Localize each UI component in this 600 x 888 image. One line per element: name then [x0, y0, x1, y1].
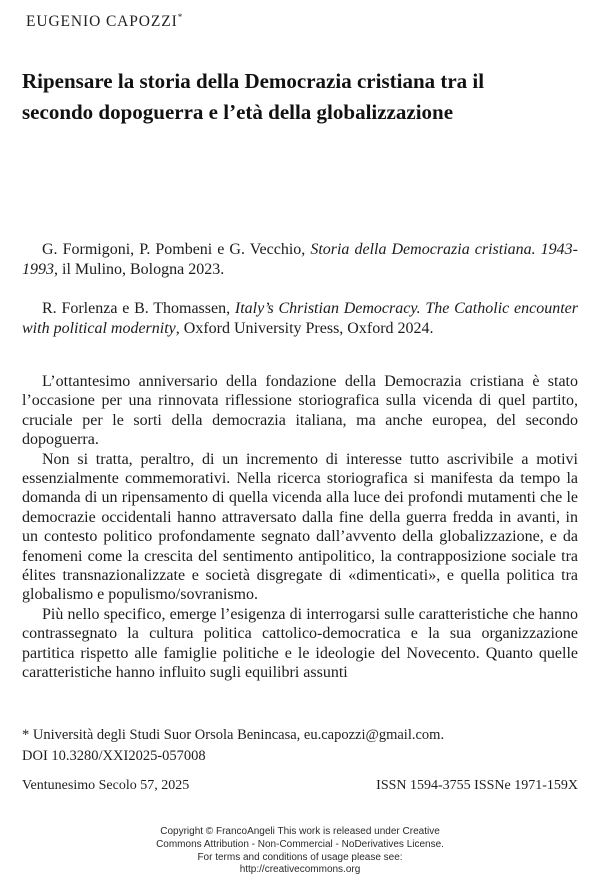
reference-item	[22, 299, 578, 339]
reference-authors: R. Forlenza e B. Thomassen,	[42, 300, 235, 317]
reference-title: Italy’s Christian Democracy. The Catholic encounter with political modernity	[22, 300, 578, 337]
reference-authors: G. Formigoni, P. Pombeni e G. Vecchio,	[42, 241, 311, 258]
author-name: EUGENIO CAPOZZI	[26, 13, 178, 31]
author-line	[26, 12, 182, 31]
reference-item	[22, 240, 578, 280]
reference-publisher: , Oxford University Press, Oxford 2024.	[175, 320, 434, 337]
copyright-line: Commons Attribution - Non-Commercial - NoDerivatives License.	[156, 838, 444, 850]
article-title	[22, 66, 578, 128]
issn-label: ISSN 1594-3755 ISSNe 1971-159X	[376, 778, 578, 793]
journal-issue-label: Ventunesimo Secolo 57, 2025	[22, 778, 190, 793]
article-title-line1: Ripensare la storia della Democrazia cristiana tra il	[22, 69, 485, 93]
footnote-doi: DOI 10.3280/XXI2025-057008	[22, 747, 206, 764]
copyright-terms-line: For terms and conditions of usage please see:	[197, 851, 403, 863]
reviewed-works	[22, 240, 578, 339]
article-body	[22, 372, 578, 683]
body-paragraph: L’ottantesimo anniversario della fondazione della Democrazia cristiana è stato l’occasione per una rinnovata riflessione storiografica sulla vicenda di quel partito, cruciale per le sorti della democrazia italiana, ma anche europea, del secondo dopoguerra.	[22, 373, 578, 449]
article-title-line2: secondo dopoguerra e l’età della globalizzazione	[22, 100, 454, 124]
copyright-url: http://creativecommons.org	[239, 864, 361, 876]
body-paragraph: Più nello specifico, emerge l’esigenza di interrogarsi sulle caratteristiche che hanno contrassegnato la cultura politica cattolico-democratica e la sua organizzazione partitica rispetto alle famiglie politiche e le ideologie del Novecento. Quanto quelle caratteristiche hanno influito sugli equilibri assunti	[22, 605, 578, 682]
journal-footer	[22, 778, 578, 794]
author-footnote-mark: *	[177, 12, 183, 22]
copyright-line: Copyright © FrancoAngeli This work is released under Creative	[160, 826, 440, 837]
copyright-block	[0, 826, 600, 877]
footnote-block	[22, 725, 578, 766]
reference-title: Storia della Democrazia cristiana. 1943-1993	[22, 241, 579, 278]
footnote-affiliation: * Università degli Studi Suor Orsola Benincasa, eu.capozzi@gmail.com.	[22, 727, 445, 743]
reference-publisher: , il Mulino, Bologna 2023.	[54, 261, 225, 278]
body-paragraph: Non si tratta, peraltro, di un incremento di interesse tutto ascrivibile a motivi essenzialmente commemorativi. Nella ricerca storiografica si manifesta da tempo la domanda di un ripensamento di quella vicenda alla luce dei profondi mutamenti che le democrazie occidentali hanno attraversato dalla fine della guerra fredda in avanti, in un contesto politico profondamente segnato dall’avvento della globalizzazione, e da fenomeni come la crescita del sentimento antipolitico, la contrapposizione sociale tra élites transnazionalizzate e società disgregate di «dimenticati», e quella politica tra globalismo e populismo/sovranismo.	[22, 450, 578, 604]
